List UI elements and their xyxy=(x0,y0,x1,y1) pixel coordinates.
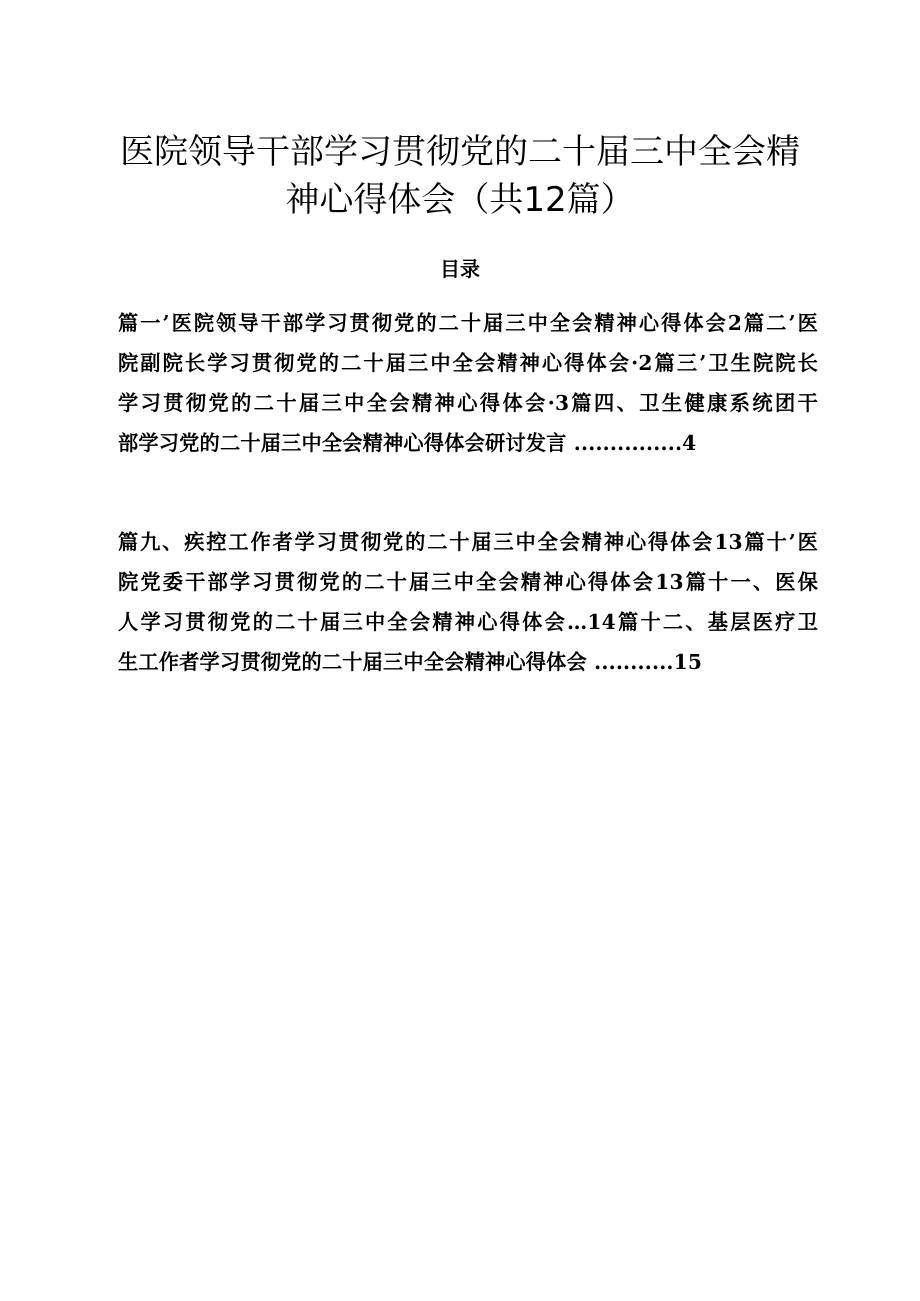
toc-heading: 目录 xyxy=(440,257,480,281)
toc-line: 生工作者学习贯彻党的二十届三中全会精神心得体会 ...........15 xyxy=(118,650,703,674)
document-title-line-1: 医院领导干部学习贯彻党的二十届三中全会精 xyxy=(120,132,800,172)
toc-line: 篇九、疾控工作者学习贯彻党的二十届三中全会精神心得体会13篇十’医 xyxy=(118,530,818,554)
toc-line: 院党委干部学习贯彻党的二十届三中全会精神心得体会13篇十一、医保 xyxy=(118,570,818,594)
toc-line: 篇一’医院领导干部学习贯彻党的二十届三中全会精神心得体会2篇二’医 xyxy=(118,311,818,335)
toc-line: 学习贯彻党的二十届三中全会精神心得体会·3篇四、卫生健康系统团干 xyxy=(118,391,818,415)
toc-block-2 xyxy=(118,522,818,682)
toc-line: 部学习党的二十届三中全会精神心得体会研讨发言 ...............4 xyxy=(118,431,697,455)
toc-line: 院副院长学习贯彻党的二十届三中全会精神心得体会·2篇三’卫生院院长 xyxy=(118,351,818,375)
toc-block-1 xyxy=(118,303,818,463)
document-title-line-2: 神心得体会（共12篇） xyxy=(285,180,635,220)
toc-line: 人学习贯彻党的二十届三中全会精神心得体会…14篇十二、基层医疗卫 xyxy=(118,610,818,634)
